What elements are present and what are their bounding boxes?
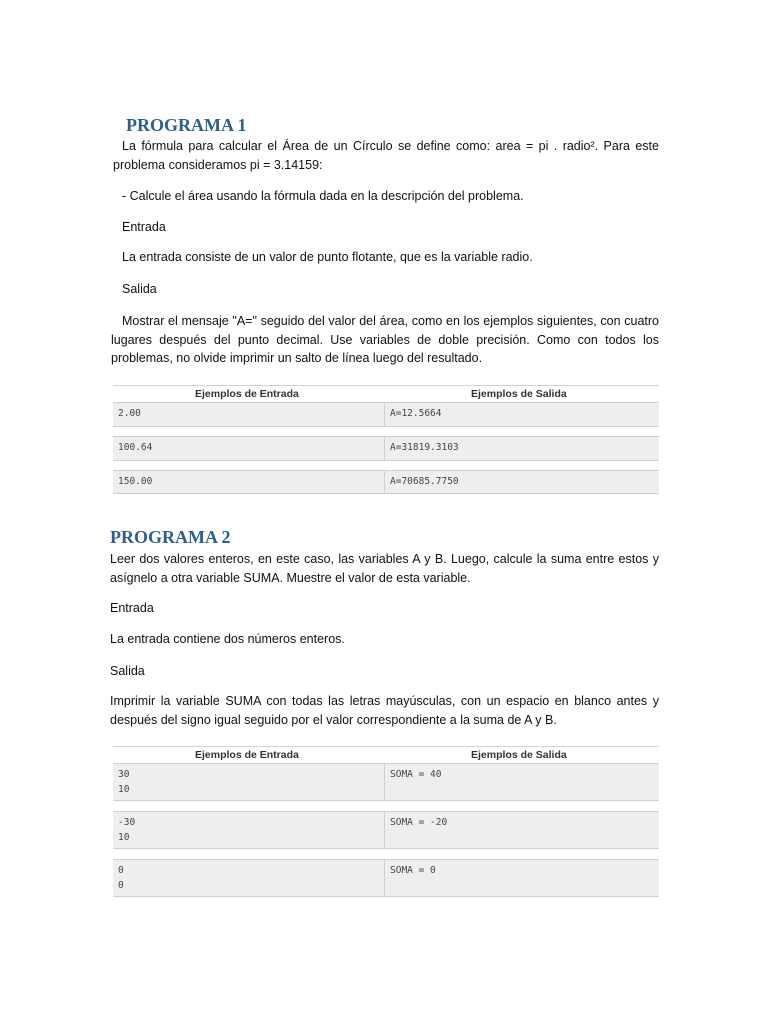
programa1-salida-label: Salida (122, 282, 157, 296)
programa2-entrada-label: Entrada (110, 601, 154, 615)
programa2-salida-label: Salida (110, 664, 145, 678)
example-output: A=70685.7750 (390, 476, 459, 487)
table-row (113, 436, 659, 461)
programa1-entrada-label: Entrada (122, 220, 166, 234)
cell-divider (384, 860, 385, 896)
cell-divider (384, 437, 385, 460)
example-output: A=31819.3103 (390, 442, 459, 453)
programa1-header-input: Ejemplos de Entrada (195, 388, 299, 400)
programa2-intro: Leer dos valores enteros, en este caso, las variables A y B. Luego, calcule la suma entre estos y asígnelo a otra variable SUMA. Muestre el valor de esta variable. (110, 552, 659, 585)
cell-divider (384, 812, 385, 848)
example-output: SOMA = 0 (390, 865, 436, 876)
cell-divider (384, 764, 385, 800)
table-row (113, 763, 659, 801)
cell-divider (384, 403, 385, 426)
programa1-title: PROGRAMA 1 (126, 115, 247, 135)
programa2-salida-text: Imprimir la variable SUMA con todas las letras mayúsculas, con un espacio en blanco antes y después del signo igual seguido por el valor correspondiente a la suma de A y B. (110, 694, 659, 727)
table-row (113, 811, 659, 849)
programa2-header-input: Ejemplos de Entrada (195, 749, 299, 761)
example-input: 2.00 (118, 408, 141, 419)
example-output: SOMA = -20 (390, 817, 448, 828)
programa1-header-output: Ejemplos de Salida (471, 388, 567, 400)
example-input: 30 10 (118, 769, 130, 795)
table-row (113, 402, 659, 427)
cell-divider (384, 471, 385, 493)
programa1-task: - Calcule el área usando la fórmula dada en la descripción del problema. (122, 189, 524, 203)
example-output: A=12.5664 (390, 408, 442, 419)
example-input: 100.64 (118, 442, 153, 453)
table-row (113, 470, 659, 494)
example-input: 0 0 (118, 865, 124, 891)
example-input: -30 10 (118, 817, 136, 843)
programa2-header-output: Ejemplos de Salida (471, 749, 567, 761)
example-input: 150.00 (118, 476, 153, 487)
example-output: SOMA = 40 (390, 769, 442, 780)
table-row (113, 859, 659, 897)
programa2-entrada-text: La entrada contiene dos números enteros. (110, 632, 345, 646)
programa1-salida-text: Mostrar el mensaje "A=" seguido del valor del área, como en los ejemplos siguientes, con cuatro lugares después del punto decimal. Use variables de doble precisión. Como con todos los problemas, no olvide imprimir un salto de línea luego del resultado. (111, 314, 659, 365)
programa2-title: PROGRAMA 2 (110, 527, 231, 547)
programa1-entrada-text: La entrada consiste de un valor de punto flotante, que es la variable radio. (122, 250, 533, 264)
programa1-intro: La fórmula para calcular el Área de un Círculo se define como: area = pi . radio². Para este problema consideramos pi = 3.14159: (113, 139, 659, 172)
